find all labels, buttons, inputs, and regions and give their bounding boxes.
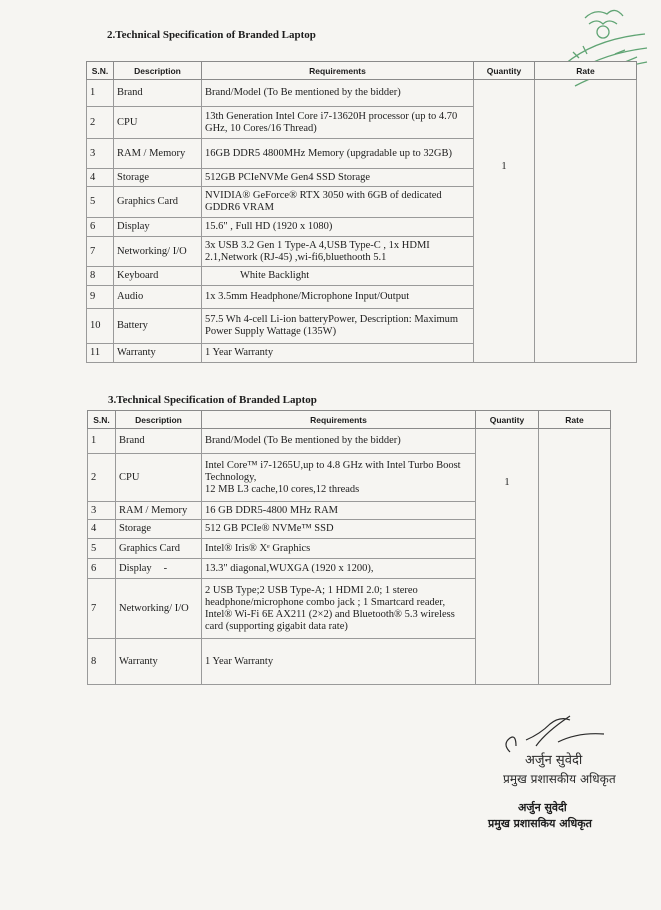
cell-sn: 2 [88, 454, 116, 502]
cell-requirements: Intel® Iris® Xᵉ Graphics [202, 539, 476, 559]
cell-sn: 7 [87, 237, 114, 267]
cell-requirements: 3x USB 3.2 Gen 1 Type-A 4,USB Type-C , 1x HDMI 2.1,Network (RJ-45) ,wi-fi6,bluethooth 5.1 [202, 237, 474, 267]
cell-requirements: NVIDIA® GeForce® RTX 3050 with 6GB of dedicated GDDR6 VRAM [202, 187, 474, 218]
cell-description: Brand [114, 80, 202, 107]
table-header-row [87, 62, 637, 80]
section3-spec-table [87, 410, 611, 685]
cell-sn: 5 [87, 187, 114, 218]
cell-description: Battery [114, 309, 202, 344]
cell-description: Warranty [114, 344, 202, 363]
cell-sn: 3 [88, 502, 116, 520]
signatory-name-handwritten: अर्जुन सुवेदी [525, 753, 583, 768]
cell-requirements: 13.3" diagonal,WUXGA (1920 x 1200), [202, 559, 476, 579]
cell-description: Storage [114, 169, 202, 187]
header-quantity: Quantity [474, 62, 535, 80]
quantity-value: 1 [501, 161, 507, 172]
cell-sn: 10 [87, 309, 114, 344]
header-rate: Rate [535, 62, 637, 80]
cell-quantity [476, 429, 539, 685]
section2-spec-table [86, 61, 637, 363]
signatory-name-stamp: अर्जुन सुवेदी [518, 801, 567, 814]
cell-quantity [474, 80, 535, 363]
table-row [88, 429, 611, 454]
cell-sn: 11 [87, 344, 114, 363]
cpu-requirement-line1: Intel Core™ i7-1265U,up to 4.8 GHz with Intel Turbo Boost Technology, [205, 459, 461, 483]
cell-description: Display [114, 218, 202, 237]
cell-description: Networking/ I/O [116, 579, 202, 639]
cell-description: Brand [116, 429, 202, 454]
cell-requirements: 1x 3.5mm Headphone/Microphone Input/Output [202, 286, 474, 309]
cell-sn: 1 [88, 429, 116, 454]
cell-sn: 6 [88, 559, 116, 579]
cell-requirements: 16 GB DDR5-4800 MHz RAM [202, 502, 476, 520]
section3-title: 3.Technical Specification of Branded Laptop [108, 394, 317, 406]
cell-sn: 2 [87, 107, 114, 139]
cell-requirements: 512 GB PCIe® NVMe™ SSD [202, 520, 476, 539]
table-header-row [88, 411, 611, 429]
header-sn: S.N. [87, 62, 114, 80]
header-quantity: Quantity [476, 411, 539, 429]
cell-requirements: 1 Year Warranty [202, 639, 476, 685]
cell-sn: 3 [87, 139, 114, 169]
cell-description: Graphics Card [114, 187, 202, 218]
quantity-value: 1 [504, 476, 510, 488]
cell-description: Networking/ I/O [114, 237, 202, 267]
cell-description: Audio [114, 286, 202, 309]
cell-sn: 4 [88, 520, 116, 539]
cell-sn: 8 [87, 267, 114, 286]
cell-requirements [202, 454, 476, 502]
cell-requirements: 16GB DDR5 4800MHz Memory (upgradable up to 32GB) [202, 139, 474, 169]
cell-requirements: 15.6" , Full HD (1920 x 1080) [202, 218, 474, 237]
cell-description: RAM / Memory [114, 139, 202, 169]
cell-requirements: 13th Generation Intel Core i7-13620H processor (up to 4.70 GHz, 10 Cores/16 Thread) [202, 107, 474, 139]
cell-sn: 6 [87, 218, 114, 237]
cell-description: RAM / Memory [116, 502, 202, 520]
header-rate: Rate [539, 411, 611, 429]
header-sn: S.N. [88, 411, 116, 429]
cell-description: CPU [116, 454, 202, 502]
cell-requirements: Brand/Model (To Be mentioned by the bidder) [202, 429, 476, 454]
header-requirements: Requirements [202, 62, 474, 80]
header-requirements: Requirements [202, 411, 476, 429]
cell-rate [535, 80, 637, 363]
cell-rate [539, 429, 611, 685]
cell-sn: 9 [87, 286, 114, 309]
stray-mark: - [163, 562, 168, 574]
cell-sn: 1 [87, 80, 114, 107]
cell-requirements: White Backlight [202, 267, 474, 286]
signatory-title-stamp: प्रमुख प्रशासकिय अधिकृत [488, 817, 592, 830]
cell-requirements: 2 USB Type;2 USB Type-A; 1 HDMI 2.0; 1 stereo headphone/microphone combo jack ; 1 Smartcard reader, Intel® Wi-Fi 6E AX211 (2×2) and Bluetooth® 5.3 wireless card (supporting gigabit data rate) [202, 579, 476, 639]
cell-description: Graphics Card [116, 539, 202, 559]
cell-requirements: 1 Year Warranty [202, 344, 474, 363]
cell-description [116, 559, 202, 579]
signatory-title-handwritten: प्रमुख प्रशासकीय अधिकृत [503, 772, 616, 786]
cell-description: Warranty [116, 639, 202, 685]
cell-description: Keyboard [114, 267, 202, 286]
cell-sn: 5 [88, 539, 116, 559]
cell-requirements: 57.5 Wh 4-cell Li-ion batteryPower, Description: Maximum Power Supply Wattage (135W) [202, 309, 474, 344]
cpu-requirement-line2: 12 MB L3 cache,10 cores,12 threads [205, 483, 360, 495]
cell-requirements: Brand/Model (To Be mentioned by the bidder) [202, 80, 474, 107]
table-row [87, 80, 637, 107]
cell-sn: 8 [88, 639, 116, 685]
cell-requirements: 512GB PCIeNVMe Gen4 SSD Storage [202, 169, 474, 187]
cell-description: Storage [116, 520, 202, 539]
cell-sn: 4 [87, 169, 114, 187]
display-label: Display [119, 562, 152, 574]
section2-title: 2.Technical Specification of Branded Laptop [107, 29, 316, 41]
cell-sn: 7 [88, 579, 116, 639]
header-description: Description [116, 411, 202, 429]
cell-description: CPU [114, 107, 202, 139]
header-description: Description [114, 62, 202, 80]
